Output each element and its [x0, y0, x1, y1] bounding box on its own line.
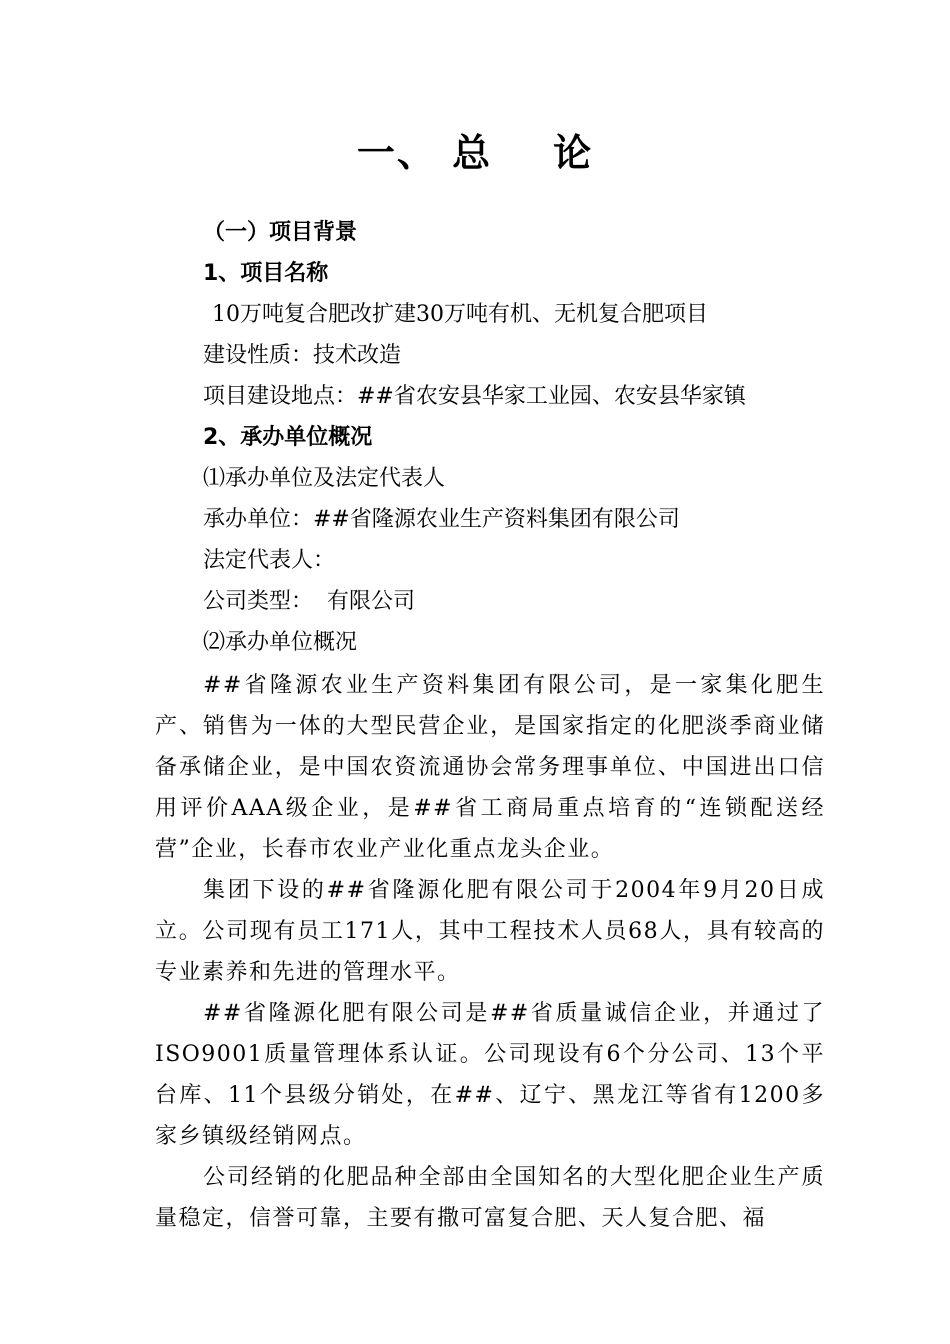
legal-rep-text: 法定代表人： [203, 548, 336, 573]
page-title: 一、 总 论 [356, 131, 594, 175]
subheading-sponsor-overview: ⑵承办单位概况 [203, 630, 358, 655]
company-type-text: 公司类型： 有限公司 [203, 589, 415, 614]
sponsor-unit-text: 承办单位：##省隆源农业生产资料集团有限公司 [203, 507, 680, 532]
body-paragraph: 公司经销的化肥品种全部由全国知名的大型化肥企业生产质量稳定，信誉可靠，主要有撒可富复合肥、天人复合肥、福 [155, 1165, 825, 1231]
construction-site-text: 项目建设地点：##省农安县华家工业园、农安县华家镇 [203, 384, 746, 409]
body-paragraph: 集团下设的##省隆源化肥有限公司于2004年9月20日成立。公司现有员工171人，其中工程技术人员68人，具有较高的专业素养和先进的管理水平。 [155, 878, 825, 985]
section-heading-background: （一）项目背景 [203, 220, 358, 245]
construction-nature-text: 建设性质：技术改造 [203, 343, 402, 368]
body-paragraph: ##省隆源化肥有限公司是##省质量诚信企业，并通过了ISO9001质量管理体系认证。公司现设有6个分公司、13个平台库、11个县级分销处，在##、辽宁、黑龙江等省有1200多家乡镇级经销网点。 [155, 1001, 825, 1149]
project-name-text: 10万吨复合肥改扩建30万吨有机、无机复合肥项目 [212, 302, 708, 327]
subheading-sponsor-and-rep: ⑴承办单位及法定代表人 [203, 466, 446, 491]
heading-sponsor-overview: 2、承办单位概况 [203, 425, 373, 450]
body-paragraph: ##省隆源农业生产资料集团有限公司，是一家集化肥生产、销售为一体的大型民营企业，是国家指定的化肥淡季商业储备承储企业，是中国农资流通协会常务理事单位、中国进出口信用评价AAA级企业，是##省工商局重点培育的“连锁配送经营”企业，长春市农业产业化重点龙头企业。 [155, 673, 825, 862]
heading-project-name: 1、项目名称 [203, 261, 329, 286]
